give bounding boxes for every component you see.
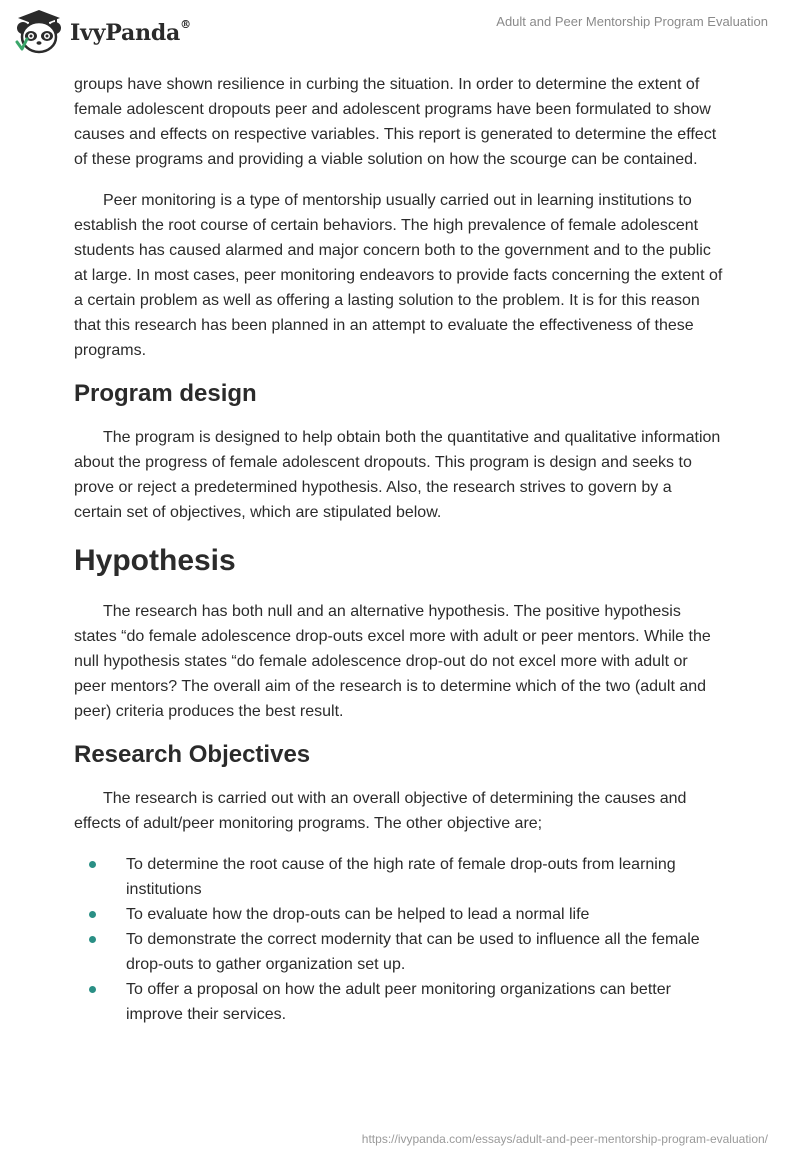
bullet-icon bbox=[89, 986, 96, 993]
list-item bbox=[74, 852, 724, 902]
program-design-paragraph: The program is designed to help obtain both the quantitative and qualitative information about the progress of female adolescent dropouts. This program is design and seeks to prove or reject a predetermined hypothesis. Also, the research strives to govern by a certain set of objectives, which are stipulated below. bbox=[74, 429, 721, 521]
hypothesis-paragraph: The research has both null and an alternative hypothesis. The positive hypothesis states “do female adolescence drop-outs excel more with adult or peer mentors. While the null hypothesis states “do female adolescence drop-out do not excel more with adult or peer mentors? The overall aim of the research is to determine which of the two (adult and peer) criteria produces the best result. bbox=[74, 603, 711, 720]
research-objectives-heading: Research Objectives bbox=[74, 741, 311, 768]
hypothesis-heading: Hypothesis bbox=[74, 544, 236, 577]
source-url-link[interactable]: https://ivypanda.com/essays/adult-and-peer-mentorship-program-evaluation/ bbox=[361, 1132, 768, 1146]
program-design-heading: Program design bbox=[74, 380, 257, 407]
page-header bbox=[0, 0, 800, 66]
objective-text: To offer a proposal on how the adult peer monitoring organizations can better improve their services. bbox=[126, 981, 671, 1023]
intro-paragraph: groups have shown resilience in curbing the situation. In order to determine the extent of female adolescent dropouts peer and adolescent programs have been formulated to show causes and effects on respective variables. This report is generated to determine the effect of these programs and providing a viable solution on how the scourge can be contained. bbox=[74, 76, 717, 168]
objectives-list bbox=[74, 852, 724, 1027]
objective-text: To determine the root cause of the high rate of female drop-outs from learning institutions bbox=[126, 856, 676, 898]
list-item bbox=[74, 977, 724, 1027]
list-item bbox=[74, 927, 724, 977]
objective-text: To evaluate how the drop-outs can be helped to lead a normal life bbox=[126, 906, 590, 923]
bullet-icon bbox=[89, 936, 96, 943]
bullet-icon bbox=[89, 911, 96, 918]
objective-text: To demonstrate the correct modernity that can be used to influence all the female drop-outs to gather organization set up. bbox=[126, 931, 700, 973]
essay-content bbox=[74, 72, 724, 1027]
logo-wordmark: IvyPanda® bbox=[70, 18, 191, 46]
panda-graduate-icon bbox=[14, 8, 64, 54]
document-title: Adult and Peer Mentorship Program Evaluation bbox=[496, 14, 768, 29]
registered-mark: ® bbox=[180, 18, 191, 31]
peer-monitoring-paragraph: Peer monitoring is a type of mentorship usually carried out in learning institutions to establish the root course of certain behaviors. The high prevalence of female adolescent students has caused alarmed and major concern both to the government and to the public at large. In most cases, peer monitoring endeavors to provide facts concerning the extent of a certain problem as well as offering a lasting solution to the problem. It is for this reason that this research has been planned in an attempt to evaluate the effectiveness of these programs. bbox=[74, 192, 723, 359]
bullet-icon bbox=[89, 861, 96, 868]
ivypanda-logo[interactable] bbox=[14, 8, 191, 54]
list-item bbox=[74, 902, 724, 927]
objectives-paragraph: The research is carried out with an overall objective of determining the causes and effects of adult/peer monitoring programs. The other objective are; bbox=[74, 790, 687, 832]
